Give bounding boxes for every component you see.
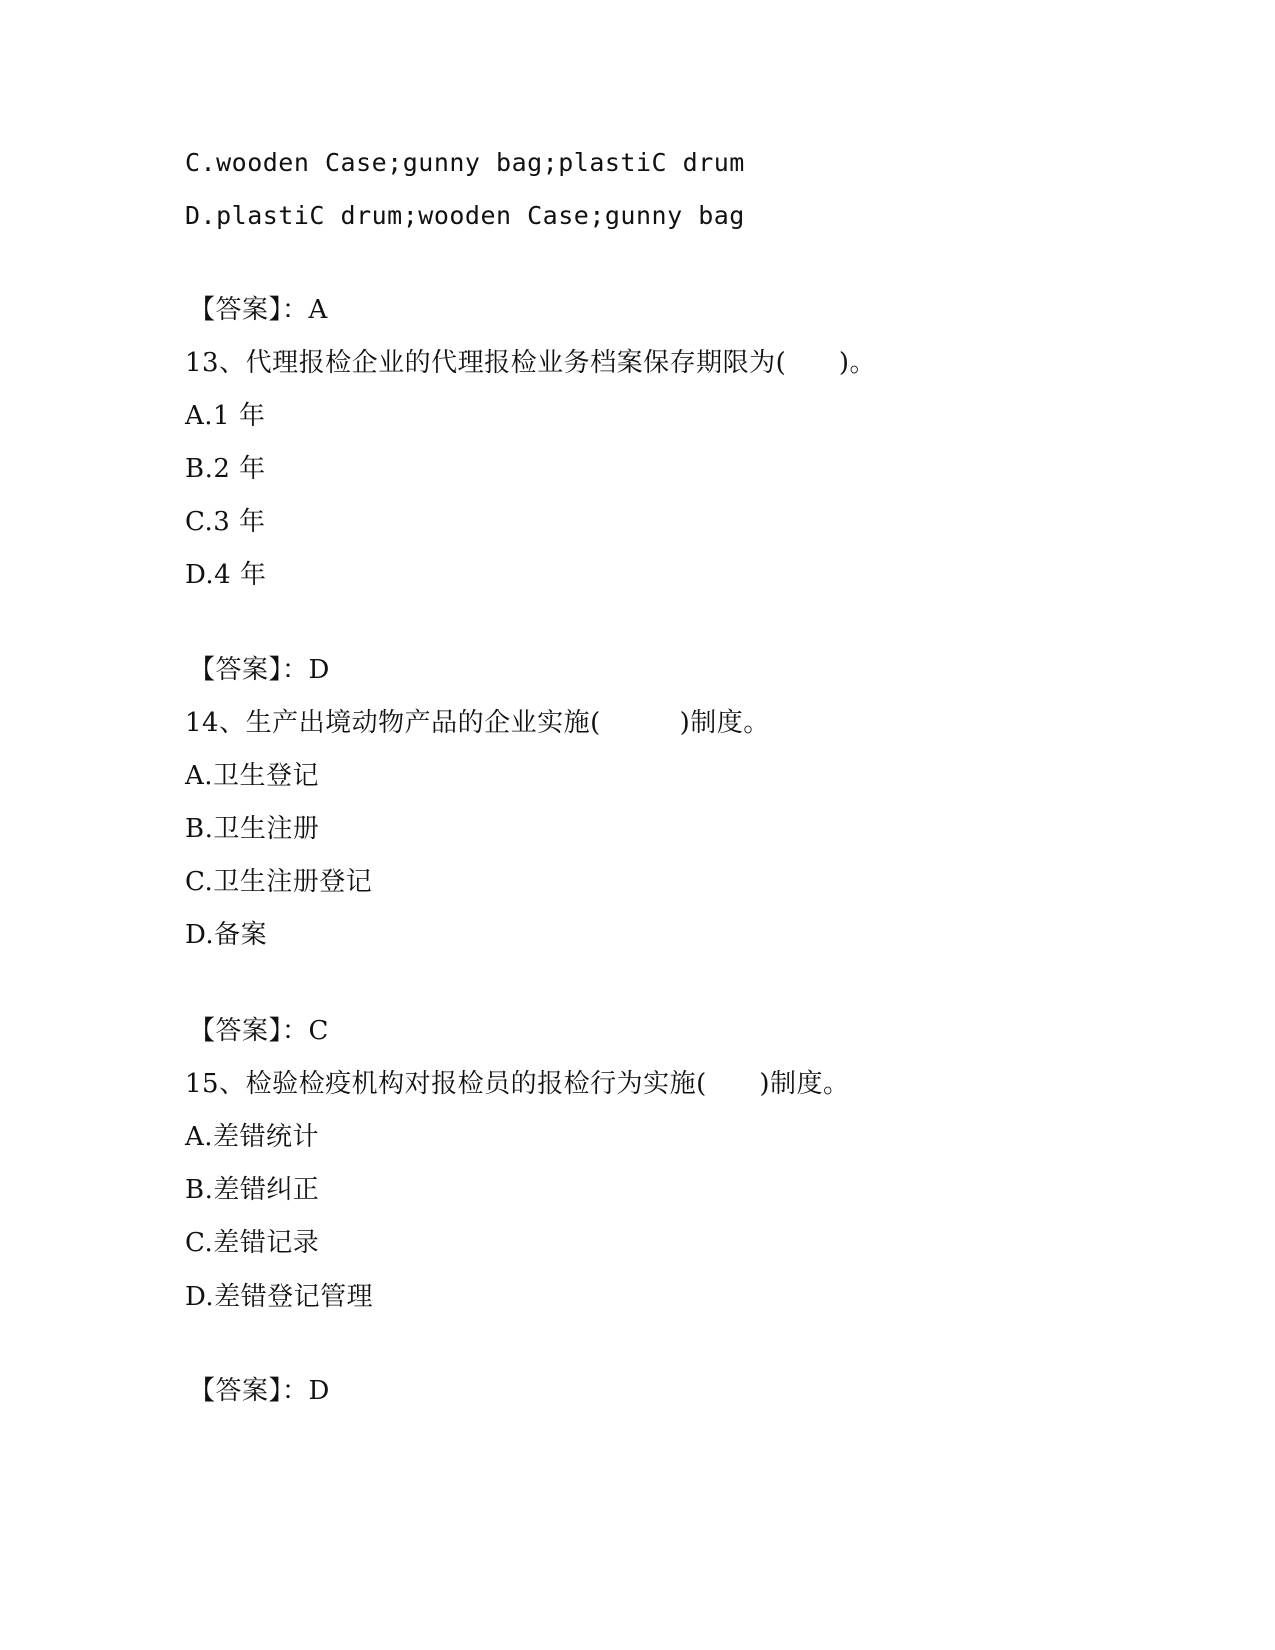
question-15: 15、检验检疫机构对报检员的报检行为实施( )制度。 xyxy=(185,1069,850,1099)
answer-line: 【答案】：D xyxy=(189,655,330,685)
option-c: C.3 年 xyxy=(185,507,266,537)
option-b: B.差错纠正 xyxy=(185,1175,320,1205)
option-d: D.plastiC drum;wooden Case;gunny bag xyxy=(185,201,745,230)
option-d: D.备案 xyxy=(185,920,268,950)
question-14: 14、生产出境动物产品的企业实施( )制度。 xyxy=(185,708,770,738)
question-13: 13、代理报检企业的代理报检业务档案保存期限为( )。 xyxy=(185,348,876,378)
option-d: D.差错登记管理 xyxy=(185,1282,374,1312)
answer-line: 【答案】：D xyxy=(189,1376,330,1406)
option-c: C.卫生注册登记 xyxy=(185,867,373,897)
option-b: B.卫生注册 xyxy=(185,814,320,844)
answer-line: 【答案】：A xyxy=(189,295,328,325)
answer-line: 【答案】：C xyxy=(189,1016,329,1046)
option-c: C.wooden Case;gunny bag;plastiC drum xyxy=(185,148,745,177)
option-c: C.差错记录 xyxy=(185,1228,320,1258)
option-a: A.卫生登记 xyxy=(185,761,320,791)
option-d: D.4 年 xyxy=(185,560,267,590)
option-a: A.差错统计 xyxy=(185,1122,320,1152)
option-b: B.2 年 xyxy=(185,454,266,484)
option-a: A.1 年 xyxy=(185,401,266,431)
